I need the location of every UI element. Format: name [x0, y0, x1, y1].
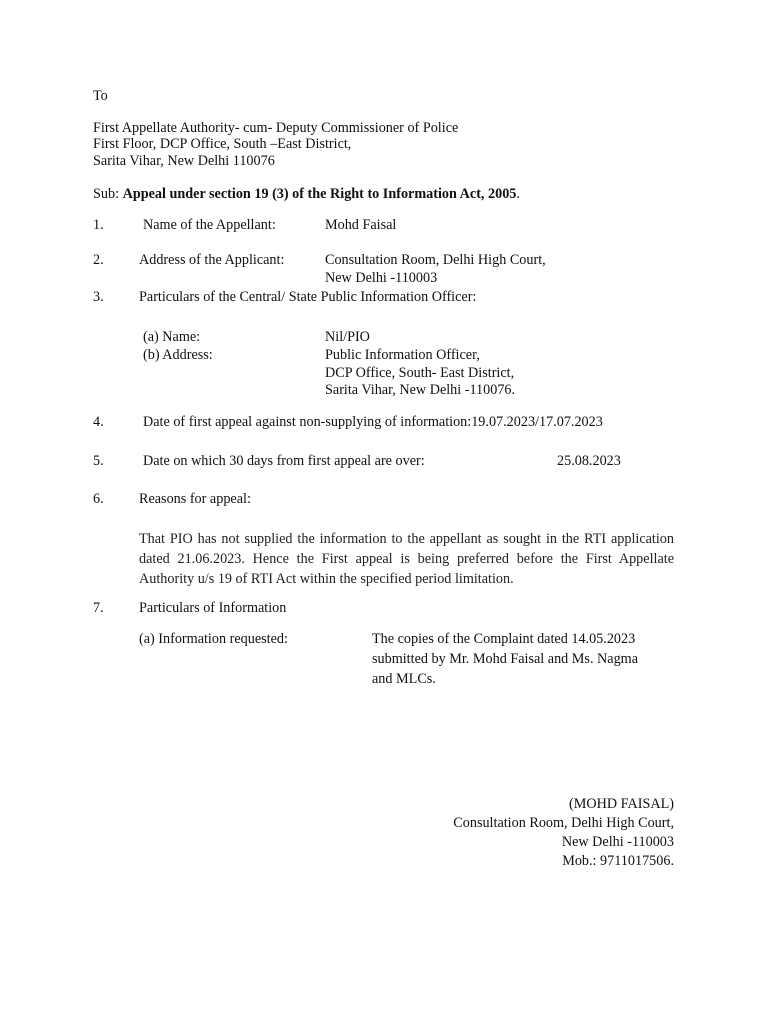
item-2-value-line-1: Consultation Room, Delhi High Court,: [325, 252, 546, 268]
signature-name: (MOHD FAISAL): [569, 796, 674, 812]
item-6-label: Reasons for appeal:: [139, 491, 251, 507]
item-1-number: 1.: [93, 217, 104, 233]
item-6-number: 6.: [93, 491, 104, 507]
item-4-text: Date of first appeal against non-supplying of information:19.07.2023/17.07.2023: [143, 414, 603, 430]
recipient-line-2: First Floor, DCP Office, South –East District,: [93, 136, 352, 152]
item-1-value: Mohd Faisal: [325, 217, 397, 233]
item-5-label: Date on which 30 days from first appeal are over:: [143, 453, 425, 469]
information-requested-label: (a) Information requested:: [139, 631, 288, 647]
salutation: To: [93, 88, 108, 104]
recipient-line-1: First Appellate Authority- cum- Deputy Commissioner of Police: [93, 120, 459, 136]
appeal-reason-paragraph: That PIO has not supplied the information to the appellant as sought in the RTI application dated 21.06.2023. Hence the First appeal is being preferred before the First Appellate Authority u/s 19 of RTI Act within the specified period limitation.: [139, 531, 674, 587]
pio-address-line-3: Sarita Vihar, New Delhi -110076.: [325, 382, 516, 398]
subject-suffix: .: [516, 186, 520, 202]
information-requested-line-1: The copies of the Complaint dated 14.05.2023: [372, 631, 636, 647]
item-3-label: Particulars of the Central/ State Public Information Officer:: [139, 289, 477, 305]
pio-address-line-2: DCP Office, South- East District,: [325, 365, 515, 381]
item-7-number: 7.: [93, 600, 104, 616]
signature-mobile: Mob.: 9711017506.: [562, 853, 674, 869]
subject-line: [93, 185, 520, 205]
subject-prefix: Sub:: [93, 186, 120, 202]
pio-name-value: Nil/PIO: [325, 329, 370, 345]
recipient-line-3: Sarita Vihar, New Delhi 110076: [93, 153, 275, 169]
item-4-number: 4.: [93, 414, 104, 430]
information-requested-line-3: and MLCs.: [372, 671, 436, 687]
pio-name-label: (a) Name:: [143, 329, 201, 345]
subject-text: Appeal under section 19 (3) of the Right to Information Act, 2005: [122, 186, 517, 202]
item-1-label: Name of the Appellant:: [143, 217, 276, 233]
item-3-number: 3.: [93, 289, 104, 305]
item-2-number: 2.: [93, 252, 104, 268]
pio-address-label: (b) Address:: [143, 347, 213, 363]
item-7-label: Particulars of Information: [139, 600, 287, 616]
information-requested-line-2: submitted by Mr. Mohd Faisal and Ms. Nagma: [372, 651, 639, 667]
signature-address-line-2: New Delhi -110003: [561, 834, 674, 850]
item-2-label: Address of the Applicant:: [139, 252, 285, 268]
pio-address-line-1: Public Information Officer,: [325, 347, 480, 363]
item-5-value: 25.08.2023: [557, 453, 621, 469]
signature-address-line-1: Consultation Room, Delhi High Court,: [453, 815, 674, 831]
item-2-value-line-2: New Delhi -110003: [325, 270, 438, 286]
item-5-number: 5.: [93, 453, 104, 469]
